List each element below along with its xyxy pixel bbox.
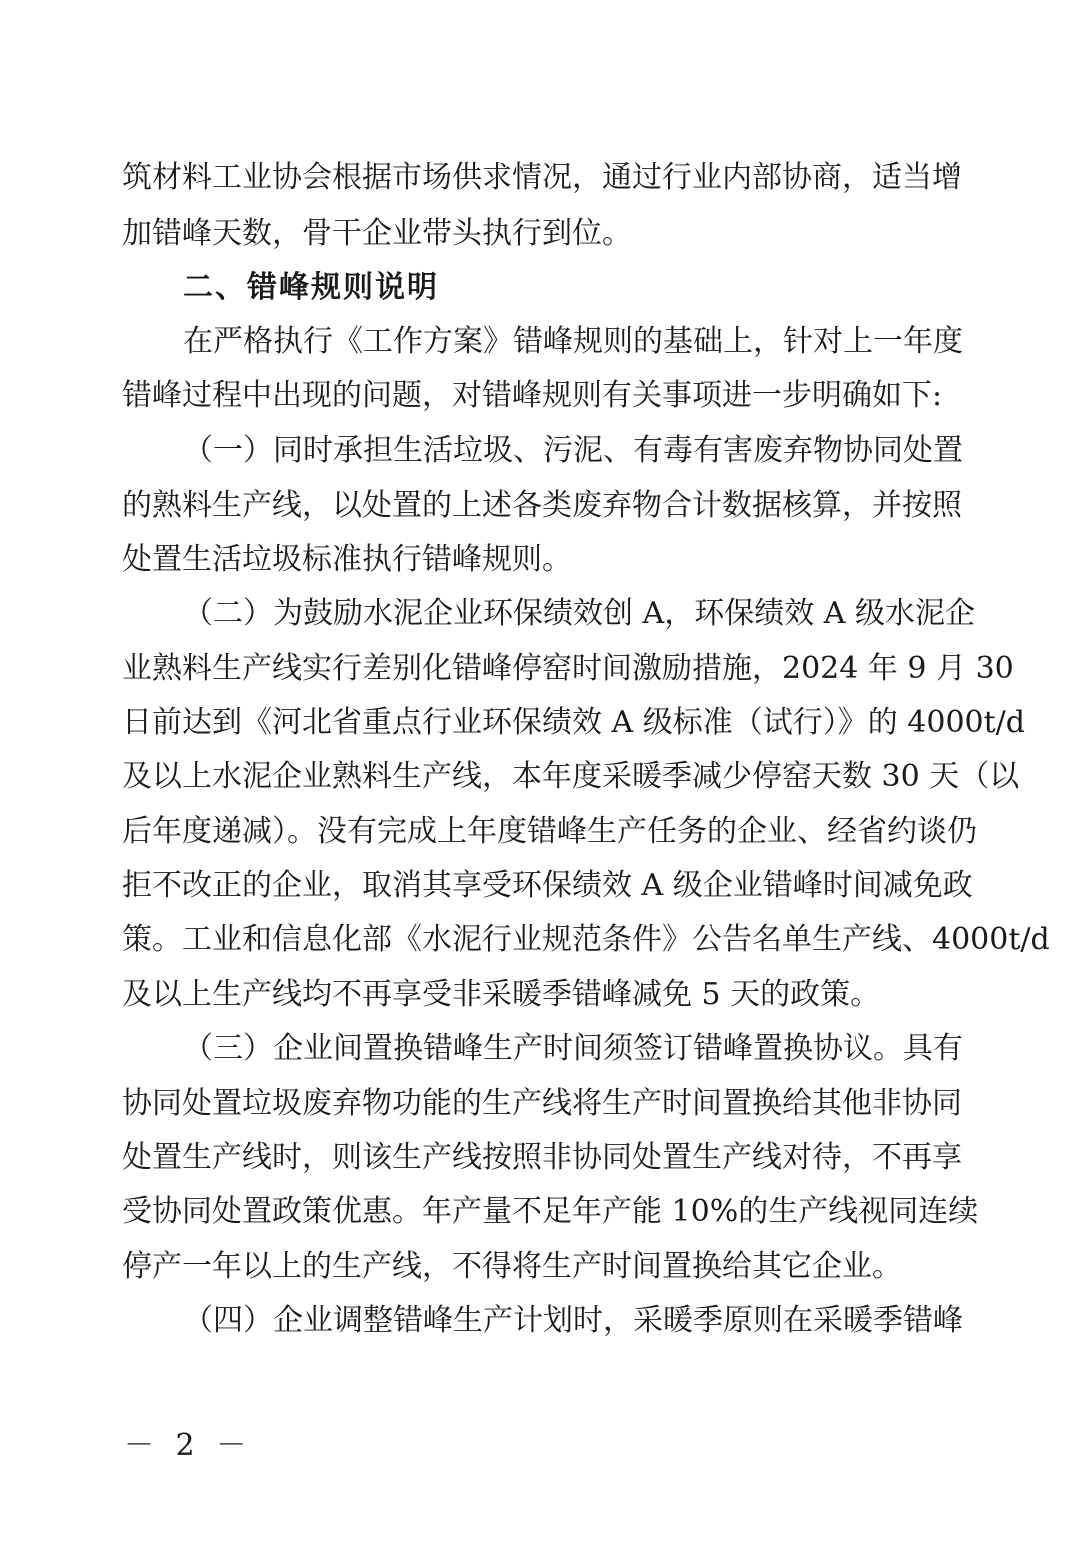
paragraph-line: 受协同处置政策优惠。年产量不足年产能 10%的生产线视同连续 — [122, 1194, 979, 1229]
paragraph-line: （二）为鼓励水泥企业环保绩效创 A，环保绩效 A 级水泥企 — [183, 596, 975, 631]
paragraph-line: 处置生活垃圾标准执行错峰规则。 — [122, 542, 572, 577]
paragraph-line: 后年度递减）。没有完成上年度错峰生产任务的企业、经省约谈仍 — [122, 814, 977, 849]
paragraph-line: （三）企业间置换错峰生产时间须签订错峰置换协议。具有 — [183, 1031, 963, 1066]
paragraph-line: （一）同时承担生活垃圾、污泥、有毒有害废弃物协同处置 — [183, 433, 963, 468]
paragraph-line: 在严格执行《工作方案》错峰规则的基础上，针对上一年度 — [183, 324, 963, 359]
paragraph-line: 及以上生产线均不再享受非采暖季错峰减免 5 天的政策。 — [122, 977, 881, 1012]
paragraph-line: 处置生产线时，则该生产线按照非协同处置生产线对待，不再享 — [122, 1140, 962, 1175]
paragraph-line: 筑材料工业协会根据市场供求情况，通过行业内部协商，适当增 — [122, 160, 962, 195]
page-number: － 2 － — [124, 1428, 253, 1463]
paragraph-line: 及以上水泥企业熟料生产线，本年度采暖季减少停窑天数 30 天（以 — [122, 759, 1020, 794]
paragraph-line: 协同处置垃圾废弃物功能的生产线将生产时间置换给其他非协同 — [122, 1086, 962, 1121]
paragraph-line: （四）企业调整错峰生产计划时，采暖季原则在采暖季错峰 — [183, 1303, 963, 1338]
paragraph-line: 加错峰天数，骨干企业带头执行到位。 — [122, 216, 632, 251]
paragraph-line: 停产一年以上的生产线，不得将生产时间置换给其它企业。 — [122, 1249, 902, 1284]
paragraph-line: 的熟料生产线，以处置的上述各类废弃物合计数据核算，并按照 — [122, 488, 962, 523]
section-heading: 二、错峰规则说明 — [183, 270, 439, 305]
paragraph-line: 策。工业和信息化部《水泥行业规范条件》公告名单生产线、4000t/d — [122, 922, 1050, 957]
paragraph-line: 业熟料生产线实行差别化错峰停窑时间激励措施，2024 年 9 月 30 — [122, 651, 1014, 686]
paragraph-line: 错峰过程中出现的问题，对错峰规则有关事项进一步明确如下: — [122, 378, 943, 413]
paragraph-line: 日前达到《河北省重点行业环保绩效 A 级标准（试行）》的 4000t/d — [122, 705, 1025, 740]
paragraph-line: 拒不改正的企业，取消其享受环保绩效 A 级企业错峰时间减免政 — [122, 868, 973, 903]
